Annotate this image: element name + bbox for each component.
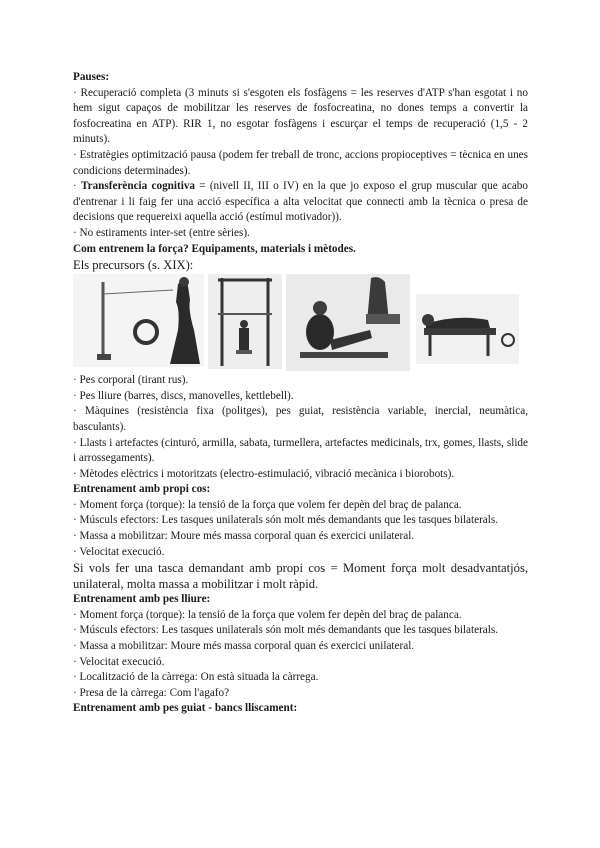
equipment-item: · Màquines (resistència fixa (politges), pes guiat, resistència variable, inercial, neumàtica, basculants). [73, 405, 528, 433]
free-weight-item: · Presa de la càrrega: Com l'agafo? [73, 686, 230, 699]
historical-photos [73, 274, 528, 371]
bodyweight-summary: Si vols fer una tasca demandant amb propi cos = Moment força molt desadvantatjós, unilateral, molta massa a mobilitzar i molt ràpid. [73, 561, 528, 592]
pauses-heading: Pauses: [73, 71, 110, 83]
photo-woman-pulley-machine [73, 274, 204, 367]
pauses-paragraph-1: · Recuperació completa (3 minuts si s'esgoten els fosfàgens = les reserves d'ATP s'han esgotat i no hem sigut capaços de mobilitzar les reserves de fosfocreatina, no dones temps a convertir la fosfocreatina en ATP). RIR 1, no esgotar fosfàgens i escurçar el temps de recuperació (1,5 - 2 minuts). [73, 86, 528, 146]
bodyweight-item: · Músculs efectors: Les tasques unilaterals són molt més demandants que les tasques bilaterals. [73, 514, 499, 527]
pauses-paragraph-4: · No estiraments inter-set (entre sèries). [73, 226, 250, 239]
transfer-cognitive-term: Transferència cognitiva [80, 180, 196, 193]
equipment-heading: Com entrenem la força? Equipaments, materials i mètodes. [73, 242, 356, 255]
bodyweight-heading: Entrenament amb propi cos: [73, 483, 211, 496]
free-weight-item: · Músculs efectors: Les tasques unilaterals són molt més demandants que les tasques bilaterals. [73, 624, 499, 637]
free-weight-item: · Massa a mobilitzar: Moure més massa corporal quan és exercici unilateral. [73, 640, 415, 653]
guided-weight-heading: Entrenament amb pes guiat - bancs lliscament: [73, 702, 298, 715]
photo-man-prone-bench [416, 294, 519, 364]
pauses-paragraph-3 [73, 179, 528, 226]
equipment-item: · Pes corporal (tirant rus). [73, 374, 189, 387]
bodyweight-item: · Velocitat execució. [73, 545, 165, 558]
pauses-paragraph-2: · Estratègies optimització pausa (podem fer treball de tronc, accions propioceptives = tècnica en unes condicions determinades). [73, 148, 528, 177]
bullet: · [73, 180, 81, 193]
equipment-item: · Mètodes elèctrics i motoritzats (electro-estimulació, vibració mecànica i biorobots). [73, 467, 455, 480]
equipment-item: · Llasts i artefactes (cinturó, armilla, sabata, turmellera, artefactes medicinals, trx, gomes, llasts, slide i arrossegaments). [73, 436, 528, 465]
free-weight-item: · Localització de la càrrega: On està situada la càrrega. [73, 671, 319, 684]
photo-man-seated-leg-machine [286, 274, 410, 371]
document-page [73, 70, 528, 717]
free-weight-heading: Entrenament amb pes lliure: [73, 593, 211, 606]
transfer-cognitive-text: = (nivell II, III o IV) en la que jo exposo el grup muscular que acabo d'entrenar i li faig fer una acció específica a alta velocitat que connecti amb la tècnica o presa de decisions que requereixi aquella acció (estímul motivador)). [73, 180, 528, 224]
free-weight-item: · Moment força (torque): la tensió de la força que volem fer depèn del braç de palanca. [73, 608, 462, 621]
free-weight-item: · Velocitat execució. [73, 655, 165, 668]
bodyweight-item: · Massa a mobilitzar: Moure més massa corporal quan és exercici unilateral. [73, 530, 415, 543]
bodyweight-item: · Moment força (torque): la tensió de la força que volem fer depèn del braç de palanca. [73, 498, 462, 511]
photo-child-weight-frame [208, 274, 282, 369]
equipment-item: · Pes lliure (barres, discs, manovelles, kettlebell). [73, 389, 294, 402]
precursors-label: Els precursors (s. XIX): [73, 258, 194, 273]
